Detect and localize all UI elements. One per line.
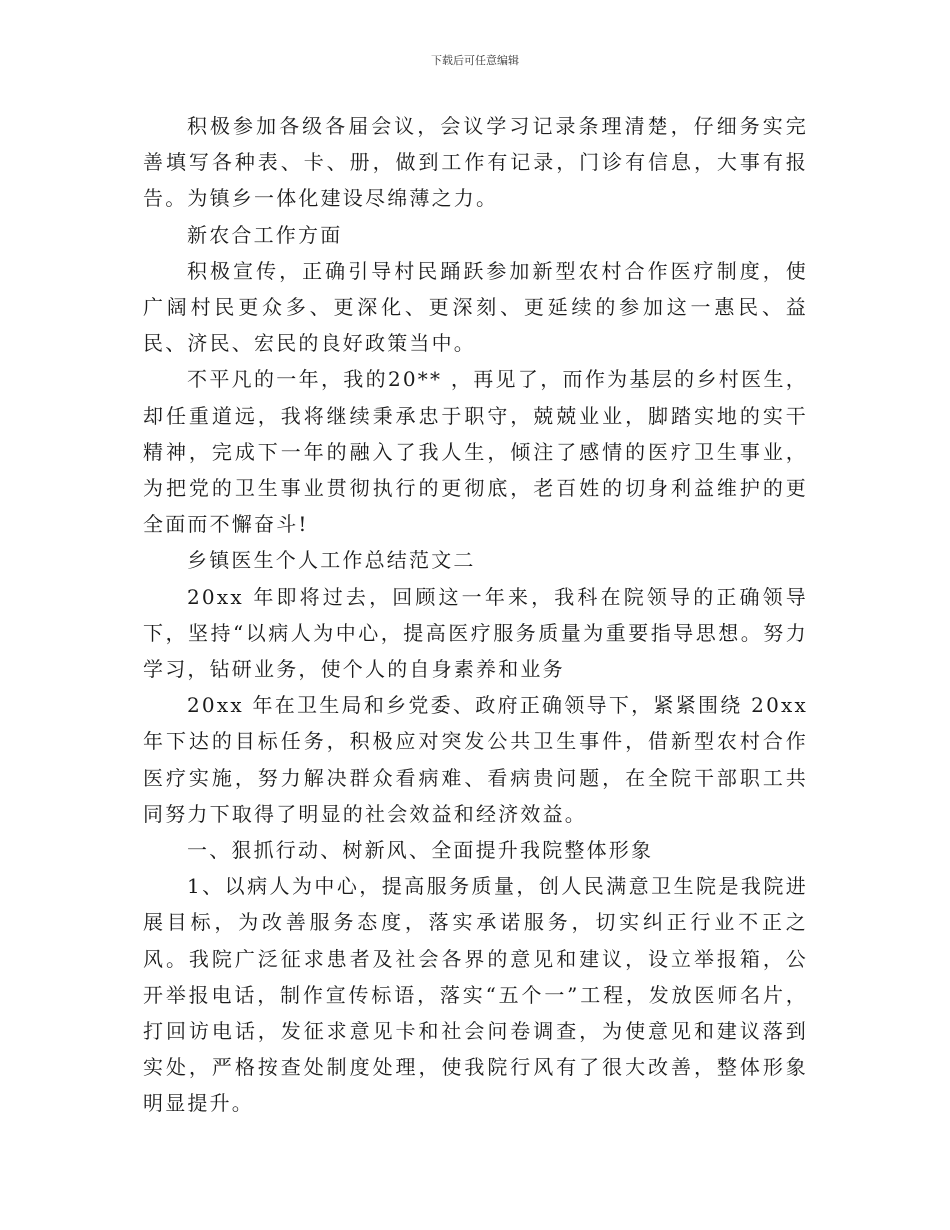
paragraph-year-closing: 不平凡的一年，我的20** ，再见了，而作为基层的乡村医生，却任重道远，我将继续秉承忠于职守，兢兢业业，脚踏实地的实干精神，完成下一年的融入了我人生，倾注了感情的医疗卫生事业，为把党的卫生事业贯彻执行的更彻底，老百姓的切身利益维护的更全面而不懈奋斗!	[143, 367, 808, 537]
section-heading-part-one: 一、狠抓行动、树新风、全面提升我院整体形象	[187, 838, 654, 863]
section-heading-sample-two: 乡镇医生个人工作总结范文二	[187, 548, 476, 573]
document-body	[143, 108, 808, 1122]
paragraph-patient-centered: 1、以病人为中心，提高服务质量，创人民满意卫生院是我院进展目标，为改善服务态度，落实承诺服务，切实纠正行业不正之风。我院广泛征求患者及社会各界的意见和建议，设立举报箱，公开举报电话，制作宣传标语，落实“五个一”工程，发放医师名片，打回访电话，发征求意见卡和社会问卷调查，为使意见和建议落到实处，严格按查处制度处理，使我院行风有了很大改善，整体形象明显提升。	[143, 874, 808, 1116]
section-heading-new-rural-cooperative: 新农合工作方面	[187, 222, 343, 247]
paragraph-targets: 20xx 年在卫生局和乡党委、政府正确领导下，紧紧围绕 20xx 年下达的目标任务，积极应对突发公共卫生事件，借新型农村合作医疗实施，努力解决群众看病难、看病贵问题，在全院干部职工共同努力下取得了明显的社会效益和经济效益。	[143, 693, 808, 826]
paragraph-publicity: 积极宣传，正确引导村民踊跃参加新型农村合作医疗制度，使广阔村民更众多、更深化、更深刻、更延续的参加这一惠民、益民、济民、宏民的良好政策当中。	[143, 258, 808, 356]
paragraph-meetings: 积极参加各级各届会议，会议学习记录条理清楚，仔细务实完善填写各种表、卡、册，做到工作有记录，门诊有信息，大事有报告。为镇乡一体化建设尽绵薄之力。	[143, 114, 808, 211]
paragraph-year-review: 20xx 年即将过去，回顾这一年来，我科在院领导的正确领导下，坚持“以病人为中心，提高医疗服务质量为重要指导思想。努力学习，钻研业务，使个人的自身素养和业务	[143, 584, 808, 682]
page-header-note: 下载后可任意编辑	[431, 54, 519, 67]
